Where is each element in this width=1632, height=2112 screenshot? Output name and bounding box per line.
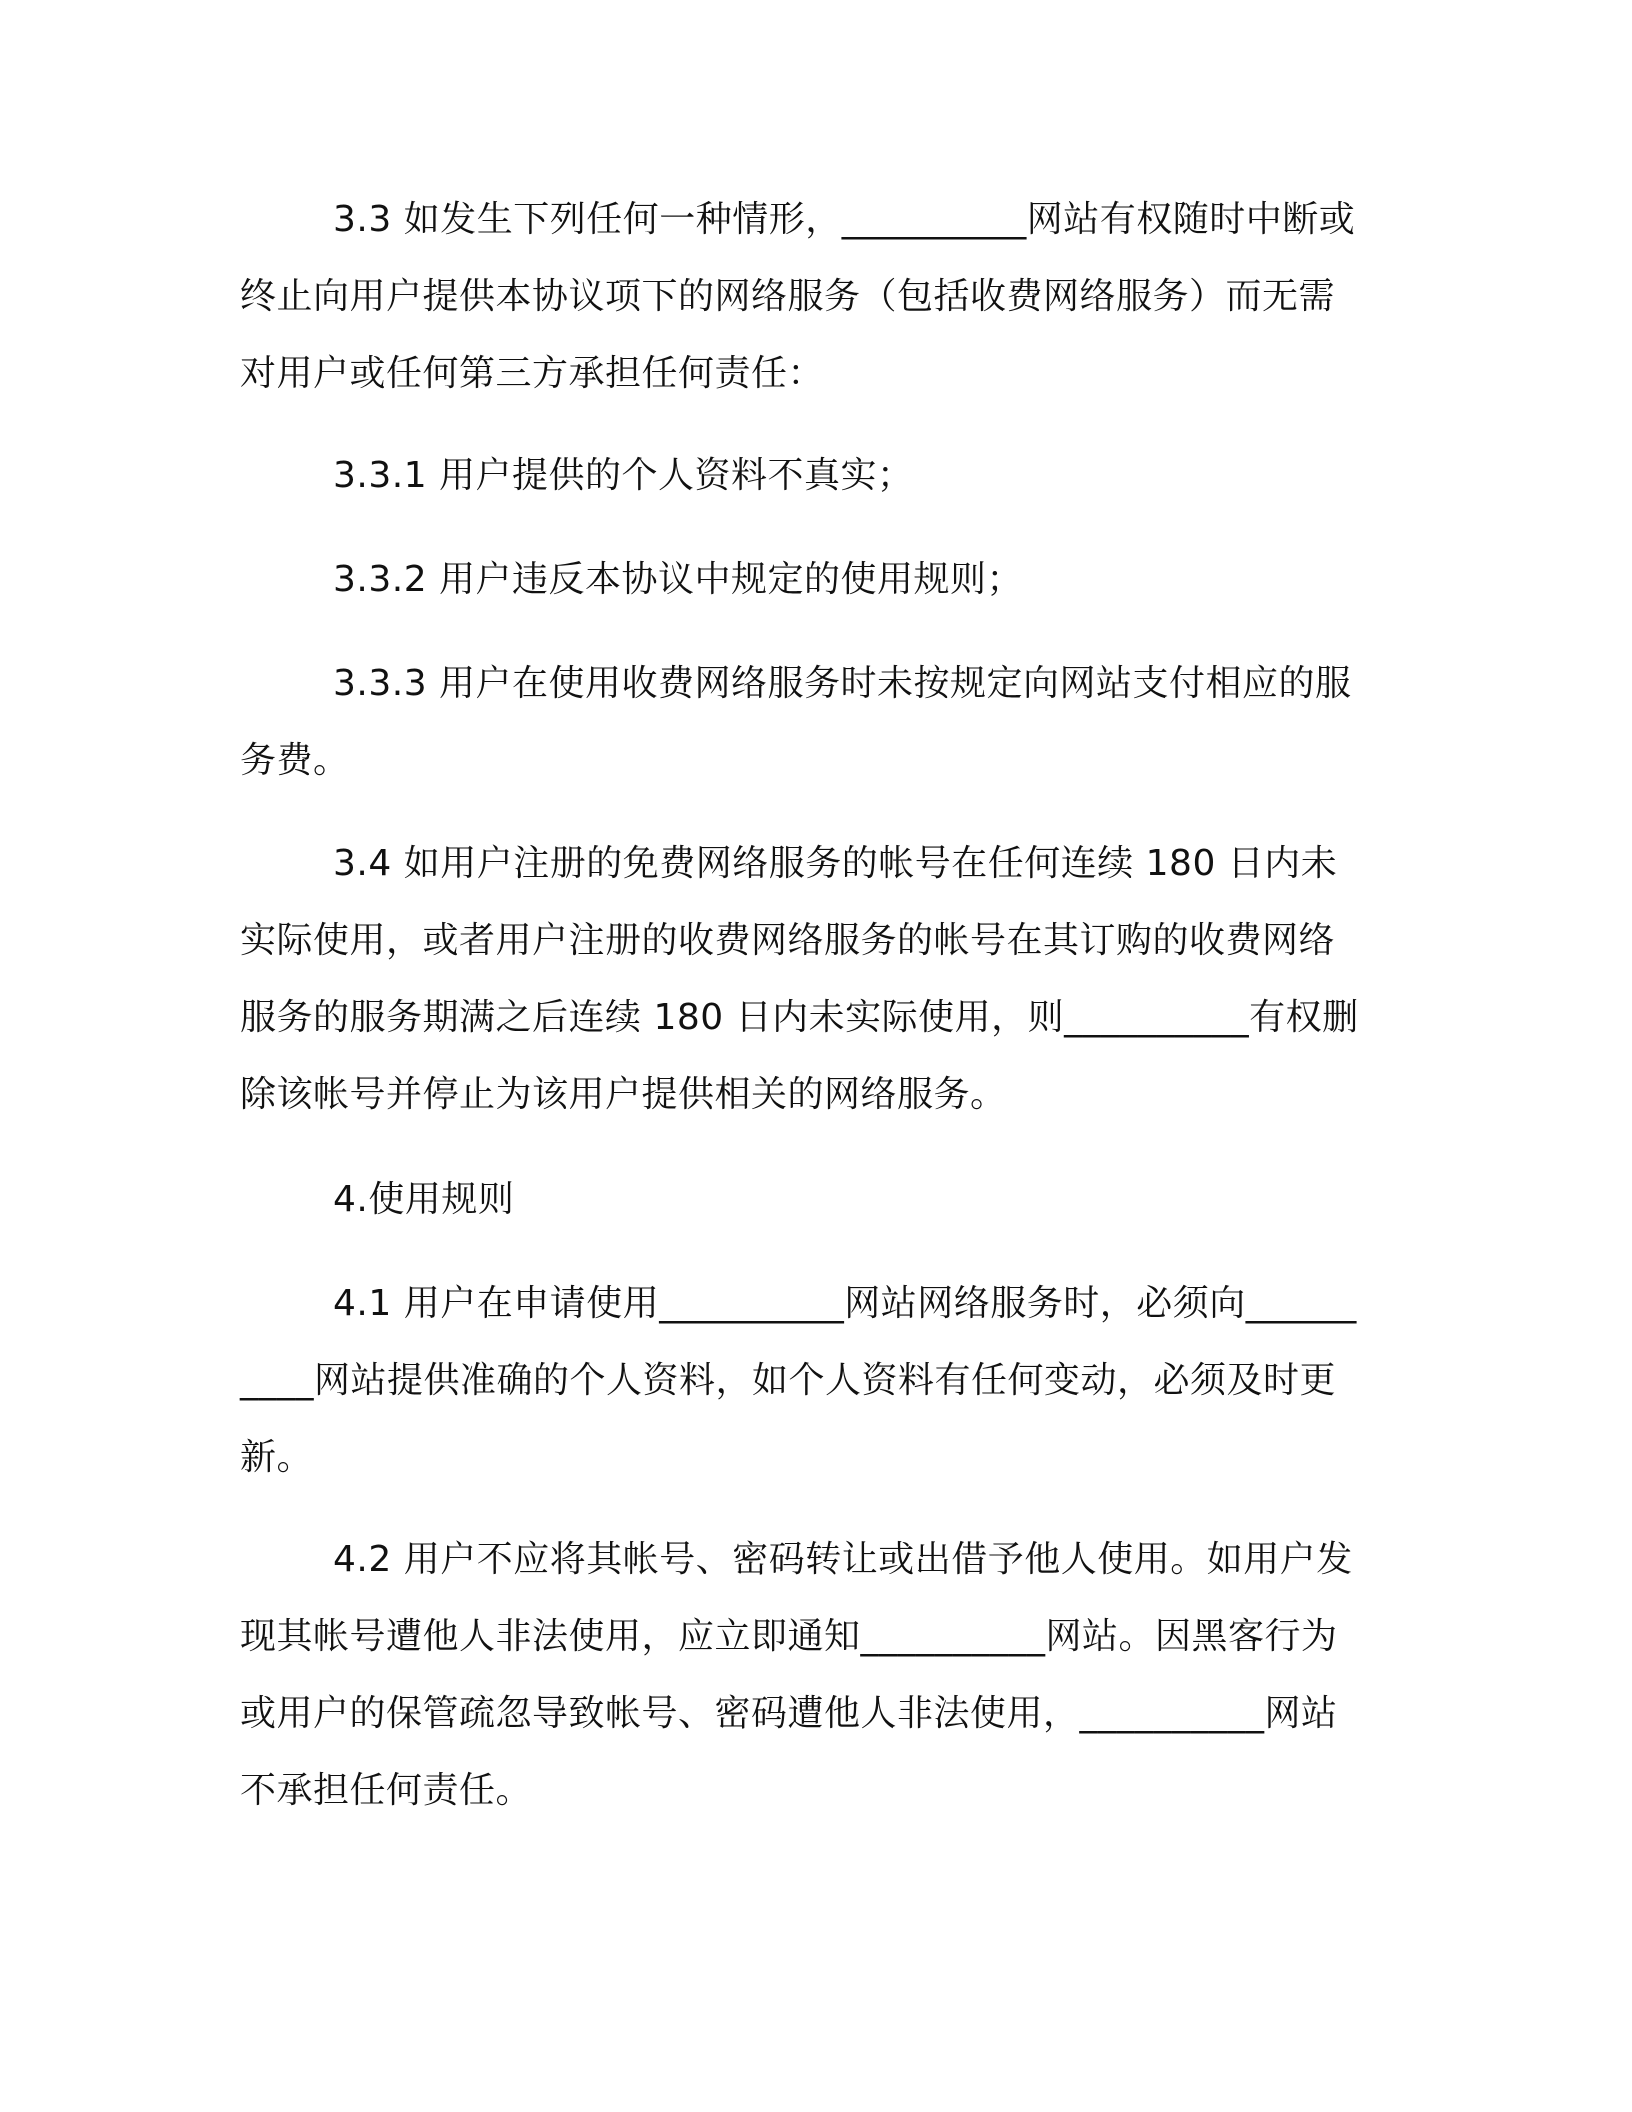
paragraph-3-3-2: 3.3.2 用户违反本协议中规定的使用规则； xyxy=(333,559,1024,600)
paragraph-4-1: 4.1 用户在申请使用__________网站网络服务时，必须向__________网站提供准确的个人资料，如个人资料有任何变动，必须及时更新。 xyxy=(240,1283,1357,1478)
paragraph-4-2: 4.2 用户不应将其帐号、密码转让或出借予他人使用。如用户发现其帐号遭他人非法使用，应立即通知__________网站。因黑客行为或用户的保管疏忽导致帐号、密码遭他人非法使用，__________网站不承担任何责任。 xyxy=(240,1539,1353,1811)
paragraph-3-3-3: 3.3.3 用户在使用收费网络服务时未按规定向网站支付相应的服务费。 xyxy=(240,663,1352,781)
paragraph-3-3: 3.3 如发生下列任何一种情形，__________网站有权随时中断或终止向用户提供本协议项下的网络服务（包括收费网络服务）而无需对用户或任何第三方承担任何责任： xyxy=(240,199,1356,394)
paragraph-3-3-1: 3.3.1 用户提供的个人资料不真实； xyxy=(333,455,914,496)
paragraph-3-4: 3.4 如用户注册的免费网络服务的帐号在任何连续 180 日内未实际使用，或者用户注册的收费网络服务的帐号在其订购的收费网络服务的服务期满之后连续 180 日内未实际使用，则__________有权删除该帐号并停止为该用户提供相关的网络服务。 xyxy=(240,843,1359,1115)
paragraph-4-heading: 4.使用规则 xyxy=(333,1179,515,1220)
